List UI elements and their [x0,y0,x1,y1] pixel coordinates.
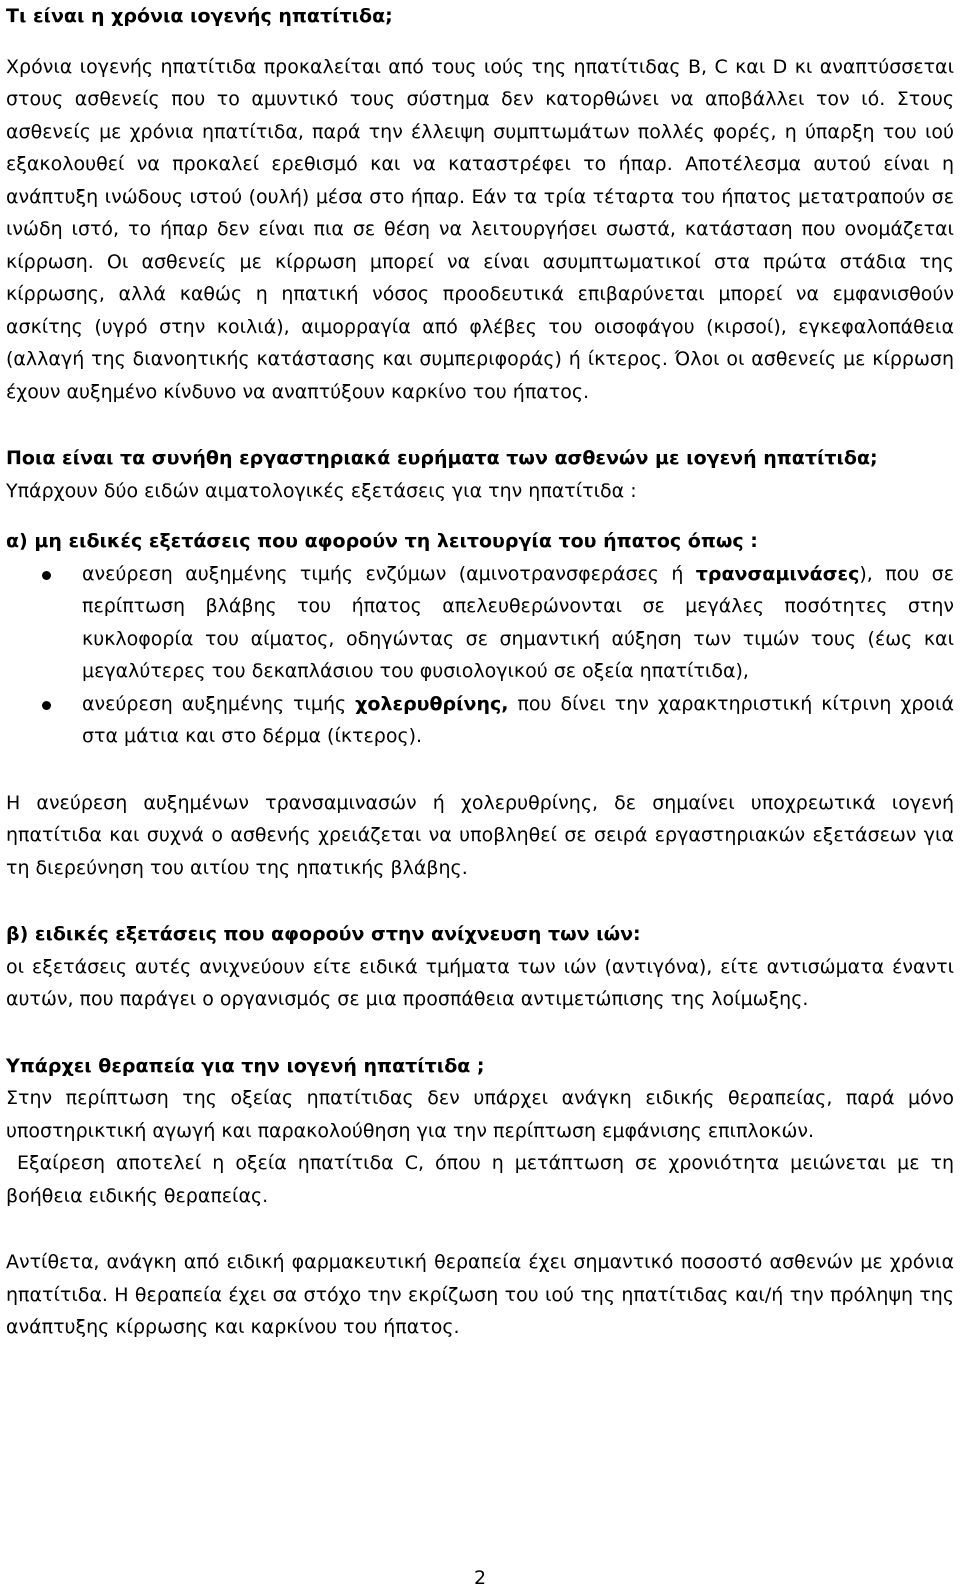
paragraph-lab-intro: Υπάρχουν δύο ειδών αιματολογικές εξετάσεις για την ηπατίτιδα : [6,479,637,502]
list-item [6,688,954,753]
paragraph-acute-treatment: Στην περίπτωση της οξείας ηπατίτιδας δεν υπάρχει ανάγκη ειδικής θεραπείας, παρά μόνο υποστηρικτική αγωγή και παρακολούθηση για την περίπτωση εμφάνισης επιπλοκών. [6,1087,954,1142]
document-page [6,0,960,1344]
list-item-text: ανεύρεση αυξημένης τιμής [82,692,356,715]
bullet-list [6,558,954,753]
list-item-bold-term: χολερυθρίνης, [355,692,509,715]
section-heading-chronic-hepatitis: Τι είναι η χρόνια ιογενής ηπατίτιδα; [6,5,393,27]
paragraph-chronic-treatment: Αντίθετα, ανάγκη από ειδική φαρμακευτική θεραπεία έχει σημαντικό ποσοστό ασθενών με χρόνια ηπατίτιδα. Η θεραπεία έχει σα στόχο την εκρίζωση του ιού της ηπατίτιδας και/ή την πρόληψη της ανάπτυξης κίρρωσης και καρκίνου του ήπατος. [6,1251,954,1338]
bullet-icon [42,701,51,710]
paragraph-specific-tests: οι εξετάσεις αυτές ανιχνεύουν είτε ειδικά τμήματα των ιών (αντιγόνα), είτε αντισώματα έναντι αυτών, που παράγει ο οργανισμός σε μια προσπάθεια αντιμετώπισης της λοίμωξης. [6,955,954,1010]
paragraph-hepatitis-c-exception: Εξαίρεση αποτελεί η οξεία ηπατίτιδα C, όπου η μετάπτωση σε χρονιότητα μειώνεται με τη βοήθεια ειδικής θεραπείας. [6,1152,960,1207]
list-item-bold-term: τρανσαμινάσες [695,562,860,585]
list-item-text: ), που σε περίπτωση βλάβης του ήπατος απελευθερώνονται σε μεγάλες ποσότητες στην κυκλοφορία του αίματος, οδηγώντας σε σημαντική αύξηση των τιμών τους (έως και μεγαλύτερες του δεκαπλάσιου του φυσιολογικού σε οξεία ηπατίτιδα), [82,562,954,682]
page-number: 2 [473,1567,487,1589]
paragraph-elevated-values: Η ανεύρεση αυξημένων τρανσαμινασών ή χολερυθρίνης, δε σημαίνει υποχρεωτικά ιογενή ηπατίτιδα και συχνά ο ασθενής χρειάζεται να υποβληθεί σε σειρά εργαστηριακών εξετάσεων για τη διερεύνηση του αιτίου της ηπατικής βλάβης. [6,791,954,879]
list-item-text: που δίνει την χαρακτηριστική κίτρινη χροιά στα μάτια και στο δέρμα (ίκτερος). [82,692,954,747]
subheading-non-specific-tests: α) μη ειδικές εξετάσεις που αφορούν τη λειτουργία του ήπατος όπως : [6,530,758,552]
list-item-text: ανεύρεση αυξημένης τιμής ενζύμων (αμινοτρανσφεράσες ή [82,562,696,585]
list-item [6,558,954,688]
paragraph-chronic-hepatitis: Χρόνια ιογενής ηπατίτιδα προκαλείται από τους ιούς της ηπατίτιδας B, C και D κι αναπτύσσεται στους ασθενείς που το αμυντικό τους σύστημα δεν κατορθώνει να αποβάλλει τον ιό. Στους ασθενείς με χρόνια ηπατίτιδα, παρά την έλλειψη συμπτωμάτων πολλές φορές, η ύπαρξη του ιού εξακολουθεί να προκαλεί ερεθισμό και να καταστρέφει το ήπαρ. Αποτέλεσμα αυτού είναι η ανάπτυξη ινώδους ιστού (ουλή) μέσα στο ήπαρ. Εάν τα τρία τέταρτα του ήπατος μετατραπούν σε ινώδη ιστό, το ήπαρ δεν είναι πια σε θέση να λειτουργήσει σωστά, κατάσταση που ονομάζεται κίρρωση. Οι ασθενείς με κίρρωση μπορεί να είναι ασυμπτωματικοί στα πρώτα στάδια της κίρρωσης, αλλά καθώς η ηπατική νόσος προοδευτικά επιβαρύνεται μπορεί να εμφανισθούν ασκίτης (υγρό στην κοιλιά), αιμορραγία από φλέβες του οισοφάγου (κιρσοί), εγκεφαλοπάθεια (αλλαγή της διανοητικής κατάστασης και συμπεριφοράς) ή ίκτερος. Όλοι οι ασθενείς με κίρρωση έχουν αυξημένο κίνδυνο να αναπτύξουν καρκίνο του ήπατος. [6,55,954,403]
bullet-icon [42,571,51,580]
section-heading-treatment: Υπάρχει θεραπεία για την ιογενή ηπατίτιδα ; [6,1054,485,1077]
section-heading-lab-findings: Ποια είναι τα συνήθη εργαστηριακά ευρήματα των ασθενών με ιογενή ηπατίτιδα; [6,447,878,469]
subheading-specific-tests: β) ειδικές εξετάσεις που αφορούν στην ανίχνευση των ιών: [6,923,641,945]
